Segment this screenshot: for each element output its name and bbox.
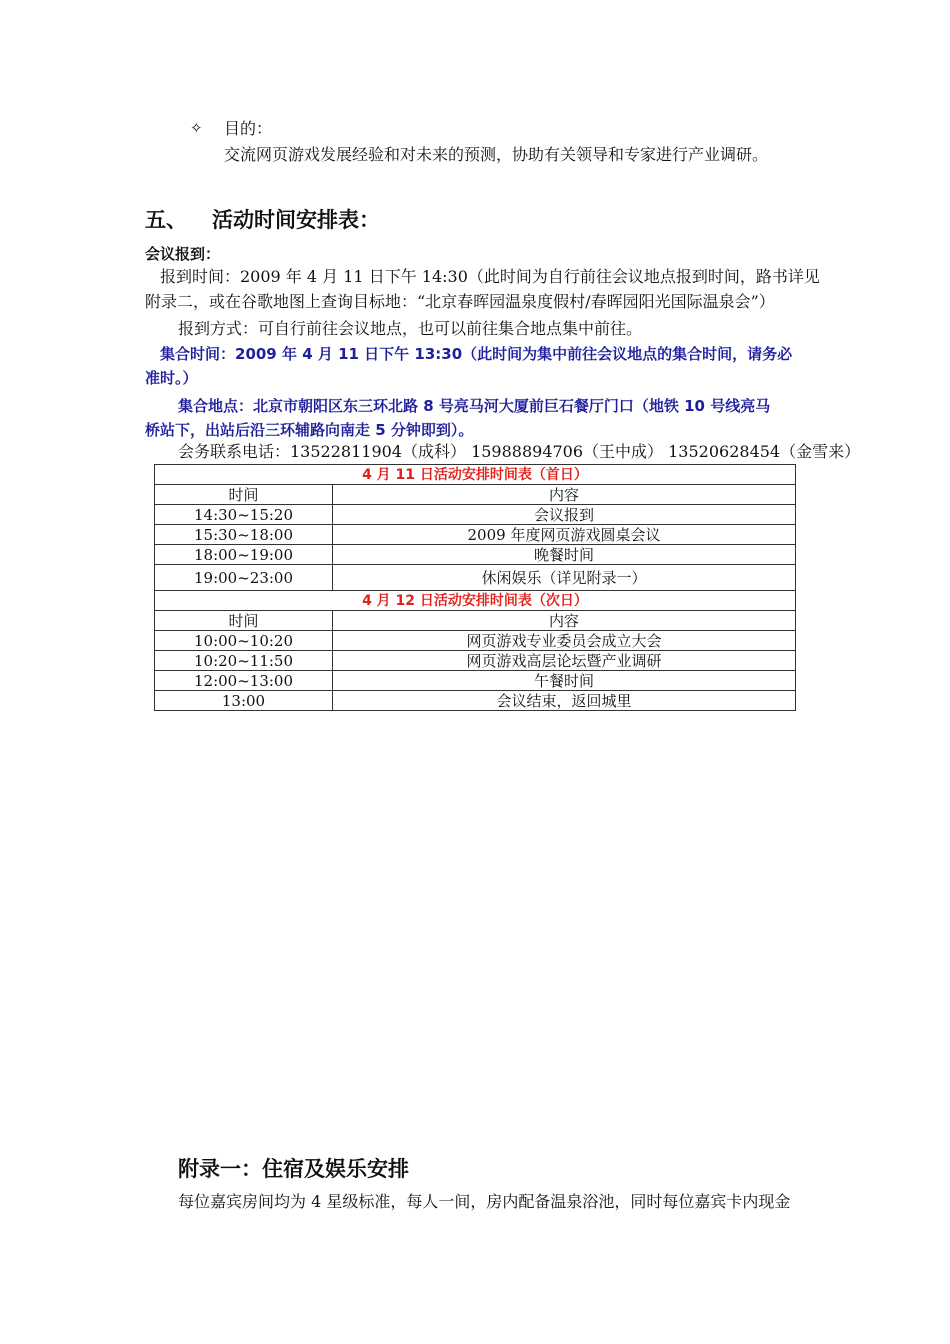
time-cell: 15:30~18:00 — [155, 525, 333, 545]
content-cell: 2009 年度网页游戏圆桌会议 — [333, 525, 796, 545]
time-cell: 14:30~15:20 — [155, 505, 333, 525]
table-row — [155, 505, 796, 525]
table-row — [155, 671, 796, 691]
registration-method: 报到方式：可自行前往会议地点，也可以前往集合地点集中前往。 — [178, 319, 643, 338]
day1-col-content: 内容 — [333, 485, 796, 505]
content-cell: 网页游戏高层论坛暨产业调研 — [333, 651, 796, 671]
day1-col-time: 时间 — [155, 485, 333, 505]
time-cell: 19:00~23:00 — [155, 565, 333, 591]
section-number: 五、 — [145, 208, 187, 232]
time-cell: 10:00~10:20 — [155, 631, 333, 651]
day1-title-row — [155, 465, 796, 485]
day2-col-content: 内容 — [333, 611, 796, 631]
gather-time-line2: 准时。） — [145, 369, 198, 387]
contact-phones: 会务联系电话：13522811904（成科） 15988894706（王中成） 13520628454（金雪来） — [178, 442, 861, 461]
time-cell: 13:00 — [155, 691, 333, 711]
registration-heading: 会议报到： — [145, 245, 221, 263]
table-row — [155, 651, 796, 671]
appendix-text: 每位嘉宾房间均为 4 星级标准，每人一间，房内配备温泉浴池，同时每位嘉宾卡内现金 — [178, 1192, 791, 1211]
diamond-bullet-icon: ✧ — [190, 119, 203, 137]
gather-place-line2: 桥站下，出站后沿三环辅路向南走 5 分钟即到）。 — [145, 421, 474, 439]
purpose-text: 交流网页游戏发展经验和对未来的预测，协助有关领导和专家进行产业调研。 — [224, 145, 769, 164]
time-cell: 10:20~11:50 — [155, 651, 333, 671]
time-cell: 12:00~13:00 — [155, 671, 333, 691]
gather-time-line1: 集合时间：2009 年 4 月 11 日下午 13:30（此时间为集中前往会议地点的集合时间，请务必 — [160, 345, 793, 363]
day1-title: 4 月 11 日活动安排时间表（首日） — [155, 465, 796, 485]
table-row — [155, 631, 796, 651]
schedule-table — [154, 464, 796, 711]
table-row — [155, 545, 796, 565]
gather-place-line1: 集合地点：北京市朝阳区东三环北路 8 号亮马河大厦前巨石餐厅门口（地铁 10 号线亮马 — [178, 397, 771, 415]
time-cell: 18:00~19:00 — [155, 545, 333, 565]
day2-title-row — [155, 591, 796, 611]
content-cell: 午餐时间 — [333, 671, 796, 691]
section-title: 活动时间安排表： — [212, 208, 380, 232]
registration-time-line1: 报到时间：2009 年 4 月 11 日下午 14:30（此时间为自行前往会议地点报到时间，路书详见 — [160, 267, 820, 286]
purpose-label: 目的： — [224, 119, 273, 138]
table-row — [155, 691, 796, 711]
day1-header-row — [155, 485, 796, 505]
content-cell: 晚餐时间 — [333, 545, 796, 565]
table-row — [155, 525, 796, 545]
day2-title: 4 月 12 日活动安排时间表（次日） — [155, 591, 796, 611]
day2-col-time: 时间 — [155, 611, 333, 631]
appendix-title: 附录一：住宿及娱乐安排 — [178, 1157, 409, 1181]
content-cell: 会议结束，返回城里 — [333, 691, 796, 711]
content-cell: 休闲娱乐（详见附录一） — [333, 565, 796, 591]
content-cell: 网页游戏专业委员会成立大会 — [333, 631, 796, 651]
day2-header-row — [155, 611, 796, 631]
content-cell: 会议报到 — [333, 505, 796, 525]
table-row — [155, 565, 796, 591]
registration-time-line2: 附录二，或在谷歌地图上查询目标地：“北京春晖园温泉度假村/春晖园阳光国际温泉会”） — [145, 292, 775, 311]
